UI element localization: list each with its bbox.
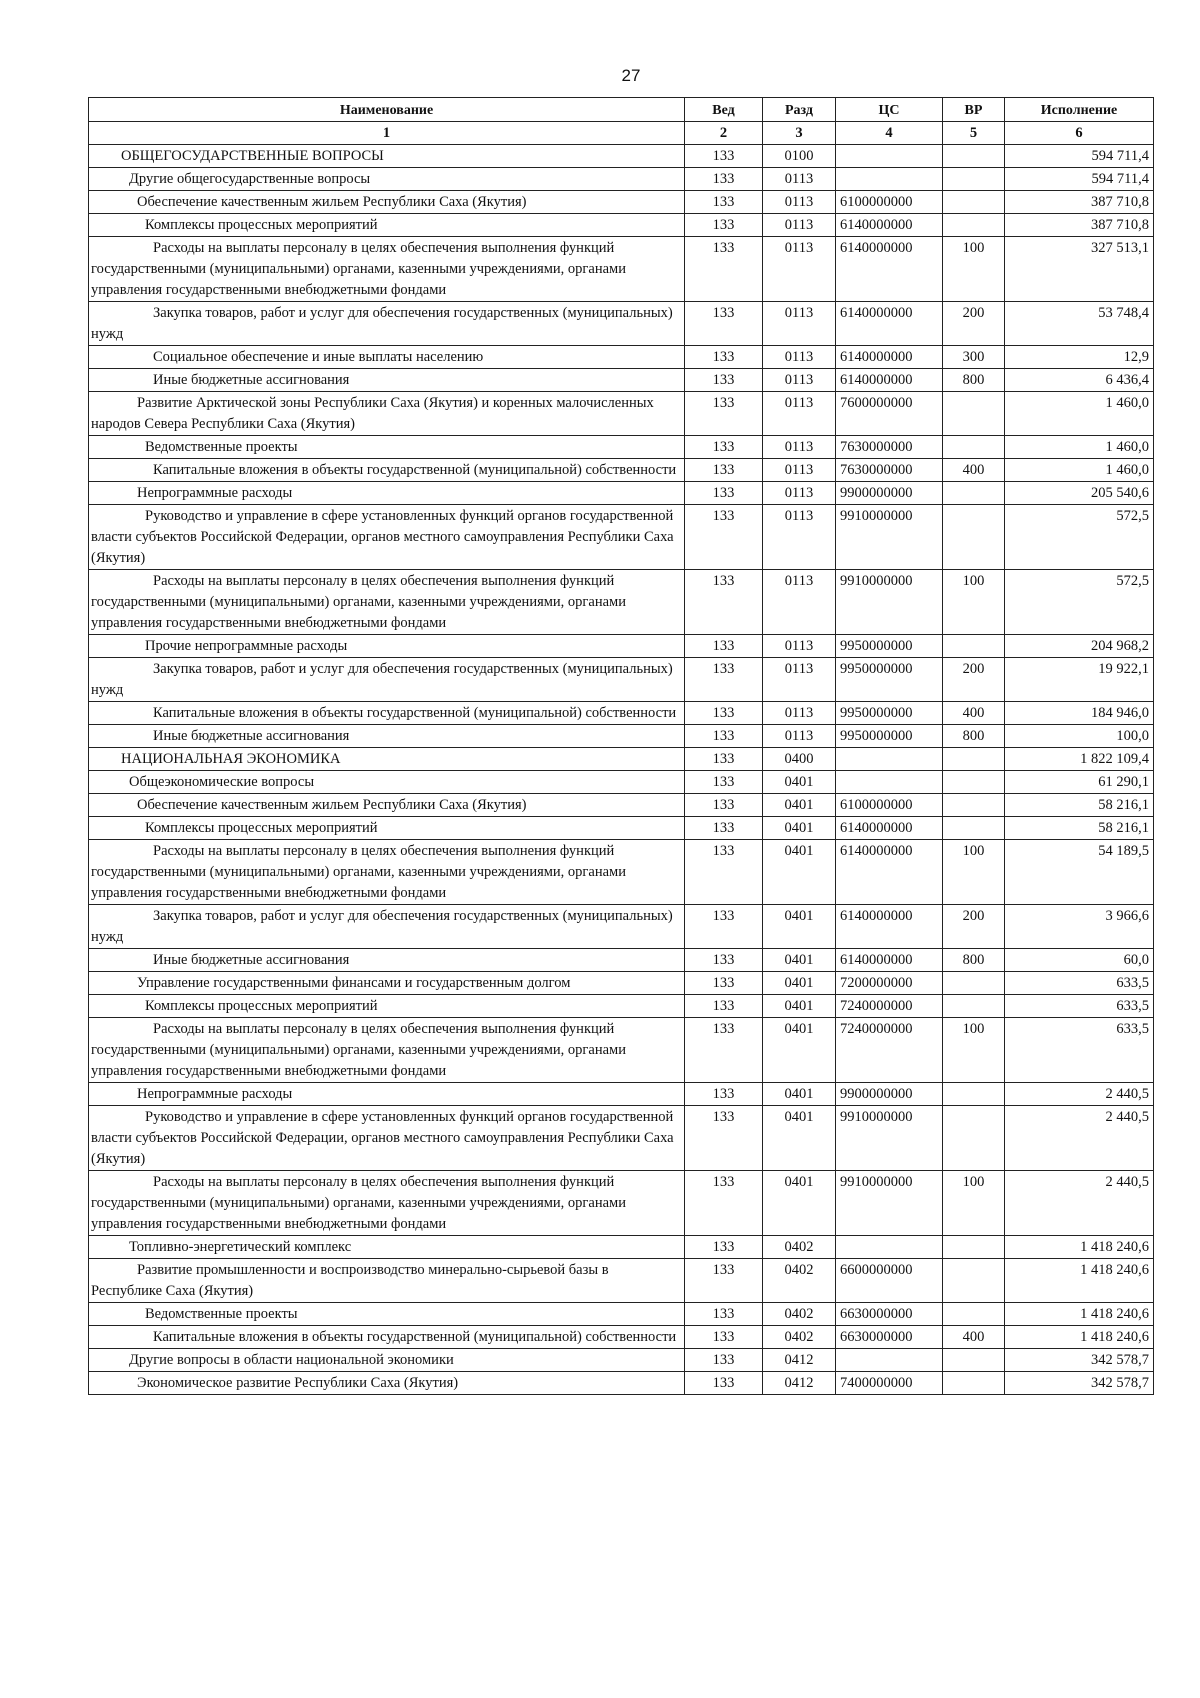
row-execution: 572,5 <box>1005 570 1154 635</box>
row-cs <box>836 168 943 191</box>
row-ved: 133 <box>685 794 763 817</box>
row-cs: 6100000000 <box>836 794 943 817</box>
table-row <box>89 145 1154 168</box>
row-name: Ведомственные проекты <box>89 436 685 459</box>
row-ved: 133 <box>685 905 763 949</box>
row-execution: 572,5 <box>1005 505 1154 570</box>
row-cs: 6140000000 <box>836 949 943 972</box>
row-execution: 2 440,5 <box>1005 1106 1154 1171</box>
row-execution: 12,9 <box>1005 346 1154 369</box>
row-name: Комплексы процессных мероприятий <box>89 817 685 840</box>
row-cs: 7630000000 <box>836 459 943 482</box>
row-razd: 0113 <box>763 702 836 725</box>
row-razd: 0113 <box>763 168 836 191</box>
row-vr: 100 <box>943 1018 1005 1083</box>
row-ved: 133 <box>685 1083 763 1106</box>
row-cs <box>836 771 943 794</box>
row-ved: 133 <box>685 369 763 392</box>
row-vr: 800 <box>943 725 1005 748</box>
row-name: Закупка товаров, работ и услуг для обеспечения государственных (муниципальных) нужд <box>89 905 685 949</box>
row-execution: 3 966,6 <box>1005 905 1154 949</box>
row-razd: 0401 <box>763 1083 836 1106</box>
row-razd: 0113 <box>763 482 836 505</box>
column-number: 2 <box>685 122 763 145</box>
row-vr: 100 <box>943 237 1005 302</box>
row-name: Капитальные вложения в объекты государственной (муниципальной) собственности <box>89 459 685 482</box>
row-execution: 19 922,1 <box>1005 658 1154 702</box>
row-ved: 133 <box>685 995 763 1018</box>
row-execution: 1 460,0 <box>1005 392 1154 436</box>
row-ved: 133 <box>685 1326 763 1349</box>
row-cs: 6140000000 <box>836 840 943 905</box>
table-row <box>89 505 1154 570</box>
row-execution: 1 460,0 <box>1005 436 1154 459</box>
table-row <box>89 1326 1154 1349</box>
row-vr: 400 <box>943 1326 1005 1349</box>
table-row <box>89 1303 1154 1326</box>
table-row <box>89 369 1154 392</box>
table-row <box>89 459 1154 482</box>
row-cs: 6100000000 <box>836 191 943 214</box>
row-name: ОБЩЕГОСУДАРСТВЕННЫЕ ВОПРОСЫ <box>89 145 685 168</box>
row-ved: 133 <box>685 1372 763 1395</box>
header-razd: Разд <box>763 98 836 122</box>
row-cs <box>836 145 943 168</box>
row-razd: 0113 <box>763 392 836 436</box>
row-name: Социальное обеспечение и иные выплаты населению <box>89 346 685 369</box>
row-vr: 300 <box>943 346 1005 369</box>
row-vr <box>943 817 1005 840</box>
row-cs: 9950000000 <box>836 635 943 658</box>
table-row <box>89 1106 1154 1171</box>
row-execution: 205 540,6 <box>1005 482 1154 505</box>
row-execution: 387 710,8 <box>1005 214 1154 237</box>
row-ved: 133 <box>685 635 763 658</box>
row-cs: 9900000000 <box>836 482 943 505</box>
table-row <box>89 168 1154 191</box>
table-row <box>89 949 1154 972</box>
row-cs: 9950000000 <box>836 702 943 725</box>
row-razd: 0401 <box>763 771 836 794</box>
row-ved: 133 <box>685 1106 763 1171</box>
row-execution: 53 748,4 <box>1005 302 1154 346</box>
row-name: Общеэкономические вопросы <box>89 771 685 794</box>
row-cs: 9910000000 <box>836 1171 943 1236</box>
table-row <box>89 1236 1154 1259</box>
table-row <box>89 1259 1154 1303</box>
table-row <box>89 482 1154 505</box>
row-razd: 0412 <box>763 1349 836 1372</box>
row-cs: 6140000000 <box>836 817 943 840</box>
row-razd: 0401 <box>763 905 836 949</box>
row-cs: 7240000000 <box>836 1018 943 1083</box>
row-execution: 60,0 <box>1005 949 1154 972</box>
row-razd: 0401 <box>763 840 836 905</box>
row-razd: 0113 <box>763 725 836 748</box>
column-number: 4 <box>836 122 943 145</box>
row-vr <box>943 794 1005 817</box>
row-ved: 133 <box>685 392 763 436</box>
row-vr <box>943 214 1005 237</box>
row-ved: 133 <box>685 145 763 168</box>
row-cs: 6140000000 <box>836 369 943 392</box>
row-execution: 1 418 240,6 <box>1005 1326 1154 1349</box>
row-cs: 7200000000 <box>836 972 943 995</box>
row-name: Топливно-энергетический комплекс <box>89 1236 685 1259</box>
table-row <box>89 995 1154 1018</box>
table-row <box>89 1349 1154 1372</box>
row-ved: 133 <box>685 1236 763 1259</box>
row-cs <box>836 1349 943 1372</box>
row-vr <box>943 482 1005 505</box>
row-cs: 6140000000 <box>836 905 943 949</box>
row-name: Расходы на выплаты персоналу в целях обеспечения выполнения функций государственными (муниципальными) органами, казенными учреждениями, органами управления государственными внебюджетными фондами <box>89 1018 685 1083</box>
table-row <box>89 436 1154 459</box>
row-ved: 133 <box>685 702 763 725</box>
row-ved: 133 <box>685 1303 763 1326</box>
budget-execution-table <box>88 97 1154 1395</box>
row-cs: 6600000000 <box>836 1259 943 1303</box>
row-execution: 387 710,8 <box>1005 191 1154 214</box>
row-ved: 133 <box>685 748 763 771</box>
row-vr <box>943 1349 1005 1372</box>
row-execution: 6 436,4 <box>1005 369 1154 392</box>
row-razd: 0400 <box>763 748 836 771</box>
row-name: Закупка товаров, работ и услуг для обеспечения государственных (муниципальных) нужд <box>89 658 685 702</box>
row-razd: 0402 <box>763 1326 836 1349</box>
row-razd: 0113 <box>763 658 836 702</box>
table-row <box>89 840 1154 905</box>
table-row <box>89 658 1154 702</box>
row-ved: 133 <box>685 1018 763 1083</box>
row-vr: 800 <box>943 369 1005 392</box>
row-name: Расходы на выплаты персоналу в целях обеспечения выполнения функций государственными (муниципальными) органами, казенными учреждениями, органами управления государственными внебюджетными фондами <box>89 840 685 905</box>
row-vr: 200 <box>943 905 1005 949</box>
table-row <box>89 817 1154 840</box>
table-row <box>89 748 1154 771</box>
row-execution: 1 418 240,6 <box>1005 1259 1154 1303</box>
row-vr: 800 <box>943 949 1005 972</box>
row-vr <box>943 145 1005 168</box>
column-number: 5 <box>943 122 1005 145</box>
row-name: Капитальные вложения в объекты государственной (муниципальной) собственности <box>89 702 685 725</box>
row-cs: 7240000000 <box>836 995 943 1018</box>
row-execution: 633,5 <box>1005 995 1154 1018</box>
table-body <box>89 145 1154 1395</box>
row-name: Другие общегосударственные вопросы <box>89 168 685 191</box>
row-vr: 200 <box>943 302 1005 346</box>
row-execution: 58 216,1 <box>1005 794 1154 817</box>
row-name: Управление государственными финансами и государственным долгом <box>89 972 685 995</box>
row-ved: 133 <box>685 237 763 302</box>
row-cs: 6140000000 <box>836 237 943 302</box>
row-cs: 9910000000 <box>836 570 943 635</box>
row-vr <box>943 436 1005 459</box>
row-cs <box>836 1236 943 1259</box>
column-number: 3 <box>763 122 836 145</box>
row-ved: 133 <box>685 840 763 905</box>
row-ved: 133 <box>685 949 763 972</box>
table-row <box>89 1018 1154 1083</box>
row-razd: 0113 <box>763 570 836 635</box>
row-vr <box>943 1259 1005 1303</box>
row-vr <box>943 748 1005 771</box>
row-vr: 100 <box>943 1171 1005 1236</box>
row-cs: 7630000000 <box>836 436 943 459</box>
row-vr <box>943 771 1005 794</box>
row-name: Другие вопросы в области национальной экономики <box>89 1349 685 1372</box>
row-ved: 133 <box>685 1259 763 1303</box>
row-execution: 342 578,7 <box>1005 1349 1154 1372</box>
row-name: Комплексы процессных мероприятий <box>89 995 685 1018</box>
row-razd: 0113 <box>763 214 836 237</box>
row-ved: 133 <box>685 1349 763 1372</box>
row-razd: 0113 <box>763 505 836 570</box>
row-ved: 133 <box>685 214 763 237</box>
row-name: Прочие непрограммные расходы <box>89 635 685 658</box>
row-execution: 1 418 240,6 <box>1005 1236 1154 1259</box>
row-name: НАЦИОНАЛЬНАЯ ЭКОНОМИКА <box>89 748 685 771</box>
header-cs: ЦС <box>836 98 943 122</box>
row-cs: 6140000000 <box>836 302 943 346</box>
row-vr: 400 <box>943 702 1005 725</box>
row-razd: 0402 <box>763 1303 836 1326</box>
row-razd: 0401 <box>763 1106 836 1171</box>
column-number: 1 <box>89 122 685 145</box>
table-header-row <box>89 98 1154 122</box>
row-name: Закупка товаров, работ и услуг для обеспечения государственных (муниципальных) нужд <box>89 302 685 346</box>
row-ved: 133 <box>685 459 763 482</box>
row-ved: 133 <box>685 771 763 794</box>
row-razd: 0401 <box>763 1018 836 1083</box>
table-row <box>89 702 1154 725</box>
row-execution: 2 440,5 <box>1005 1171 1154 1236</box>
page-number: 27 <box>621 66 641 85</box>
row-cs: 9950000000 <box>836 725 943 748</box>
row-name: Экономическое развитие Республики Саха (Якутия) <box>89 1372 685 1395</box>
header-ved: Вед <box>685 98 763 122</box>
row-name: Непрограммные расходы <box>89 1083 685 1106</box>
row-name: Расходы на выплаты персоналу в целях обеспечения выполнения функций государственными (муниципальными) органами, казенными учреждениями, органами управления государственными внебюджетными фондами <box>89 1171 685 1236</box>
row-vr <box>943 505 1005 570</box>
row-execution: 633,5 <box>1005 972 1154 995</box>
row-razd: 0401 <box>763 817 836 840</box>
row-name: Развитие промышленности и воспроизводство минерально-сырьевой базы в Республике Саха (Якутия) <box>89 1259 685 1303</box>
row-execution: 594 711,4 <box>1005 168 1154 191</box>
row-vr <box>943 972 1005 995</box>
row-razd: 0401 <box>763 972 836 995</box>
row-execution: 1 822 109,4 <box>1005 748 1154 771</box>
table-row <box>89 214 1154 237</box>
row-razd: 0113 <box>763 369 836 392</box>
row-razd: 0113 <box>763 436 836 459</box>
row-cs: 9950000000 <box>836 658 943 702</box>
table-row <box>89 392 1154 436</box>
row-razd: 0113 <box>763 302 836 346</box>
row-vr <box>943 1083 1005 1106</box>
row-execution: 1 418 240,6 <box>1005 1303 1154 1326</box>
row-vr <box>943 635 1005 658</box>
row-razd: 0100 <box>763 145 836 168</box>
row-vr <box>943 1106 1005 1171</box>
row-vr: 200 <box>943 658 1005 702</box>
header-vr: ВР <box>943 98 1005 122</box>
row-name: Иные бюджетные ассигнования <box>89 725 685 748</box>
row-vr <box>943 995 1005 1018</box>
row-vr <box>943 1303 1005 1326</box>
table-row <box>89 771 1154 794</box>
row-vr: 100 <box>943 570 1005 635</box>
row-execution: 342 578,7 <box>1005 1372 1154 1395</box>
row-razd: 0113 <box>763 346 836 369</box>
row-name: Обеспечение качественным жильем Республики Саха (Якутия) <box>89 191 685 214</box>
row-ved: 133 <box>685 817 763 840</box>
row-execution: 100,0 <box>1005 725 1154 748</box>
table-row <box>89 635 1154 658</box>
row-ved: 133 <box>685 346 763 369</box>
row-cs: 6630000000 <box>836 1303 943 1326</box>
row-name: Руководство и управление в сфере установленных функций органов государственной власти субъектов Российской Федерации, органов местного самоуправления Республики Саха (Якутия) <box>89 1106 685 1171</box>
row-vr <box>943 168 1005 191</box>
row-name: Обеспечение качественным жильем Республики Саха (Якутия) <box>89 794 685 817</box>
row-cs: 6140000000 <box>836 346 943 369</box>
row-ved: 133 <box>685 972 763 995</box>
table-row <box>89 346 1154 369</box>
row-execution: 204 968,2 <box>1005 635 1154 658</box>
table-row <box>89 1171 1154 1236</box>
row-cs: 7600000000 <box>836 392 943 436</box>
row-vr <box>943 1372 1005 1395</box>
table-row <box>89 972 1154 995</box>
row-cs: 6140000000 <box>836 214 943 237</box>
row-execution: 54 189,5 <box>1005 840 1154 905</box>
row-vr: 100 <box>943 840 1005 905</box>
row-vr <box>943 191 1005 214</box>
row-name: Иные бюджетные ассигнования <box>89 369 685 392</box>
row-razd: 0113 <box>763 635 836 658</box>
row-execution: 327 513,1 <box>1005 237 1154 302</box>
row-name: Руководство и управление в сфере установленных функций органов государственной власти субъектов Российской Федерации, органов местного самоуправления Республики Саха (Якутия) <box>89 505 685 570</box>
row-name: Расходы на выплаты персоналу в целях обеспечения выполнения функций государственными (муниципальными) органами, казенными учреждениями, органами управления государственными внебюджетными фондами <box>89 570 685 635</box>
row-ved: 133 <box>685 570 763 635</box>
row-cs: 9910000000 <box>836 505 943 570</box>
row-execution: 2 440,5 <box>1005 1083 1154 1106</box>
table-row <box>89 302 1154 346</box>
row-execution: 1 460,0 <box>1005 459 1154 482</box>
table-row <box>89 1372 1154 1395</box>
row-ved: 133 <box>685 302 763 346</box>
row-name: Непрограммные расходы <box>89 482 685 505</box>
row-vr <box>943 1236 1005 1259</box>
row-ved: 133 <box>685 436 763 459</box>
row-cs: 9900000000 <box>836 1083 943 1106</box>
row-execution: 633,5 <box>1005 1018 1154 1083</box>
table-row <box>89 237 1154 302</box>
row-cs: 9910000000 <box>836 1106 943 1171</box>
row-ved: 133 <box>685 505 763 570</box>
table-row <box>89 905 1154 949</box>
row-name: Развитие Арктической зоны Республики Саха (Якутия) и коренных малочисленных народов Севера Республики Саха (Якутия) <box>89 392 685 436</box>
table-row <box>89 794 1154 817</box>
row-execution: 61 290,1 <box>1005 771 1154 794</box>
row-razd: 0402 <box>763 1236 836 1259</box>
row-razd: 0401 <box>763 794 836 817</box>
row-ved: 133 <box>685 482 763 505</box>
row-ved: 133 <box>685 168 763 191</box>
row-name: Иные бюджетные ассигнования <box>89 949 685 972</box>
row-razd: 0113 <box>763 237 836 302</box>
row-execution: 58 216,1 <box>1005 817 1154 840</box>
row-execution: 184 946,0 <box>1005 702 1154 725</box>
row-razd: 0113 <box>763 459 836 482</box>
table-row <box>89 570 1154 635</box>
row-vr: 400 <box>943 459 1005 482</box>
row-name: Комплексы процессных мероприятий <box>89 214 685 237</box>
row-execution: 594 711,4 <box>1005 145 1154 168</box>
row-razd: 0113 <box>763 191 836 214</box>
row-razd: 0401 <box>763 995 836 1018</box>
row-razd: 0402 <box>763 1259 836 1303</box>
row-razd: 0412 <box>763 1372 836 1395</box>
header-name: Наименование <box>89 98 685 122</box>
row-cs: 6630000000 <box>836 1326 943 1349</box>
row-razd: 0401 <box>763 1171 836 1236</box>
table-row <box>89 191 1154 214</box>
row-vr <box>943 392 1005 436</box>
row-cs: 7400000000 <box>836 1372 943 1395</box>
row-cs <box>836 748 943 771</box>
column-number: 6 <box>1005 122 1154 145</box>
row-ved: 133 <box>685 658 763 702</box>
row-ved: 133 <box>685 191 763 214</box>
row-name: Капитальные вложения в объекты государственной (муниципальной) собственности <box>89 1326 685 1349</box>
header-execution: Исполнение <box>1005 98 1154 122</box>
column-number-row <box>89 122 1154 145</box>
row-name: Ведомственные проекты <box>89 1303 685 1326</box>
row-ved: 133 <box>685 1171 763 1236</box>
row-name: Расходы на выплаты персоналу в целях обеспечения выполнения функций государственными (муниципальными) органами, казенными учреждениями, органами управления государственными внебюджетными фондами <box>89 237 685 302</box>
table-row <box>89 1083 1154 1106</box>
row-razd: 0401 <box>763 949 836 972</box>
table-row <box>89 725 1154 748</box>
row-ved: 133 <box>685 725 763 748</box>
